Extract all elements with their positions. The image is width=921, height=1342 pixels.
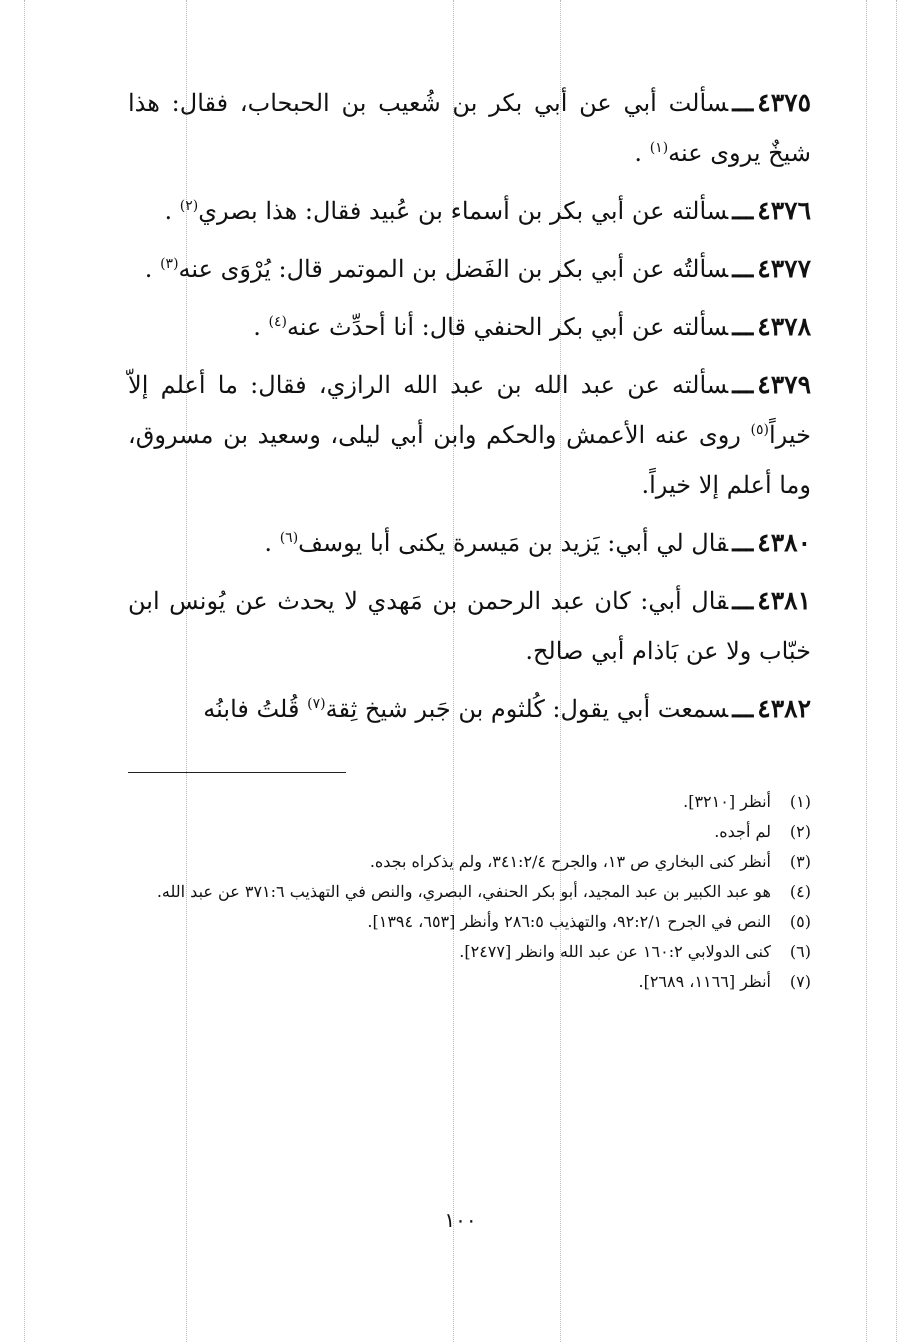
entry-dash: ـــ [732, 88, 754, 117]
entry-text: سألت أبي عن أبي بكر بن شُعيب بن الحبحاب، فقال: هذا شيخٌ يروى عنه [128, 89, 811, 167]
entry-text-end: . [164, 197, 173, 225]
guide-line [866, 0, 867, 1342]
footnote-text: كنى الدولابي ١٦٠:٢ عن عبد الله وانظر [٢٤٧٧]. [459, 942, 771, 961]
footnote-text: النص في الجرح ٩٢:٢/١، والتهذيب ٢٨٦:٥ وأنظر [٦٥٣، ١٣٩٤]. [367, 912, 771, 931]
entry-text-end: قُلتُ فابنُه [203, 695, 300, 723]
footnote-ref[interactable]: (٢) [179, 198, 199, 214]
footnote-text: هو عبد الكبير بن عبد المجيد، أبو بكر الحنفي، البصري، والنص في التهذيب ٣٧١:٦ عن عبد الله. [156, 882, 771, 901]
entry-text: سألته عن أبي بكر الحنفي قال: أنا أحدِّث عنه [286, 313, 729, 341]
footnote-ref[interactable]: (٤) [268, 314, 287, 330]
footnote-text: أنظر كنى البخاري ص ١٣، والجرح ٣٤١:٢/٤، ولم يذكراه بجده. [369, 852, 771, 871]
entry [128, 518, 811, 568]
footnotes [128, 787, 811, 997]
footnote [128, 967, 811, 997]
entry-number: ٤٣٧٥ [757, 88, 811, 117]
footnote-number: (٥) [789, 912, 811, 931]
footnote-number: (٢) [789, 822, 811, 841]
footnote [128, 817, 811, 847]
footnote [128, 937, 811, 967]
entry-dash: ـــ [732, 196, 754, 225]
entry [128, 684, 811, 734]
entry-text: سألته عن عبد الله بن عبد الله الرازي، فقال: ما أعلم إلاّ خيراً [128, 371, 811, 449]
entry-text-end: . [264, 529, 273, 557]
entry-number: ٤٣٧٦ [757, 196, 811, 225]
entry [128, 360, 811, 510]
footnote-divider-wrap [128, 772, 811, 773]
entry-text-end: . [144, 255, 153, 283]
entry-dash: ـــ [732, 694, 754, 723]
entry-text: سألتُه عن أبي بكر بن الفَضل بن الموتمر قال: يُرْوَى عنه [178, 255, 729, 283]
entries-list [128, 78, 811, 734]
footnote-text: أنظر [٣٢١٠]. [683, 792, 771, 811]
footnote [128, 907, 811, 937]
entry [128, 186, 811, 236]
entry-number: ٤٣٧٨ [757, 312, 811, 341]
entry-number: ٤٣٧٩ [757, 370, 811, 399]
page-number: ١٠٠ [444, 1208, 477, 1232]
footnote-ref[interactable]: (٦) [279, 530, 299, 546]
footnote-number: (٣) [789, 852, 811, 871]
entry-number: ٤٣٨٠ [757, 528, 811, 557]
entry [128, 302, 811, 352]
entry-text: قال لي أبي: يَزيد بن مَيسرة يكنى أبا يوسف [298, 529, 729, 557]
footnote-ref[interactable]: (١) [649, 140, 669, 156]
entry-dash: ـــ [732, 254, 754, 283]
document-page [128, 78, 811, 997]
entry-number: ٤٣٨١ [757, 586, 811, 615]
entry-number: ٤٣٨٢ [757, 694, 811, 723]
entry [128, 576, 811, 676]
entry-text-end: روى عنه الأعمش والحكم وابن أبي ليلى، وسعيد بن مسروق، وما أعلم إلا خيراً. [128, 421, 811, 499]
footnote-text: لم أجده. [714, 822, 771, 841]
guide-line [896, 0, 897, 1342]
entry-dash: ـــ [732, 370, 754, 399]
entry-text: سمعت أبي يقول: كُلثوم بن جَبر شيخ ثِقة [325, 695, 729, 723]
guide-line [24, 0, 25, 1342]
entry-dash: ـــ [732, 586, 754, 615]
entry-text-end: . [634, 139, 643, 167]
entry-text: قال أبي: كان عبد الرحمن بن مَهدي لا يحدث عن يُونس ابن خبّاب ولا عن بَاذام أبي صالح. [128, 587, 811, 665]
footnote-number: (١) [789, 792, 811, 811]
footnote-number: (٤) [789, 882, 811, 901]
footnote [128, 787, 811, 817]
entry-text: سألته عن أبي بكر بن أسماء بن عُبيد فقال: هذا بصري [198, 197, 729, 225]
entry [128, 78, 811, 178]
footnote-ref[interactable]: (٥) [750, 422, 769, 438]
entry [128, 244, 811, 294]
footnote-ref[interactable]: (٧) [307, 696, 326, 712]
entry-text-end: . [253, 313, 261, 341]
entry-dash: ـــ [732, 312, 754, 341]
footnote [128, 877, 811, 907]
footnote-text: أنظر [١١٦٦، ٢٦٨٩]. [638, 972, 771, 991]
footnote [128, 847, 811, 877]
footnote-divider [128, 772, 346, 773]
footnote-ref[interactable]: (٣) [160, 256, 179, 272]
footnote-number: (٧) [789, 972, 811, 991]
entry-number: ٤٣٧٧ [757, 254, 811, 283]
entry-dash: ـــ [732, 528, 754, 557]
footnote-number: (٦) [789, 942, 811, 961]
